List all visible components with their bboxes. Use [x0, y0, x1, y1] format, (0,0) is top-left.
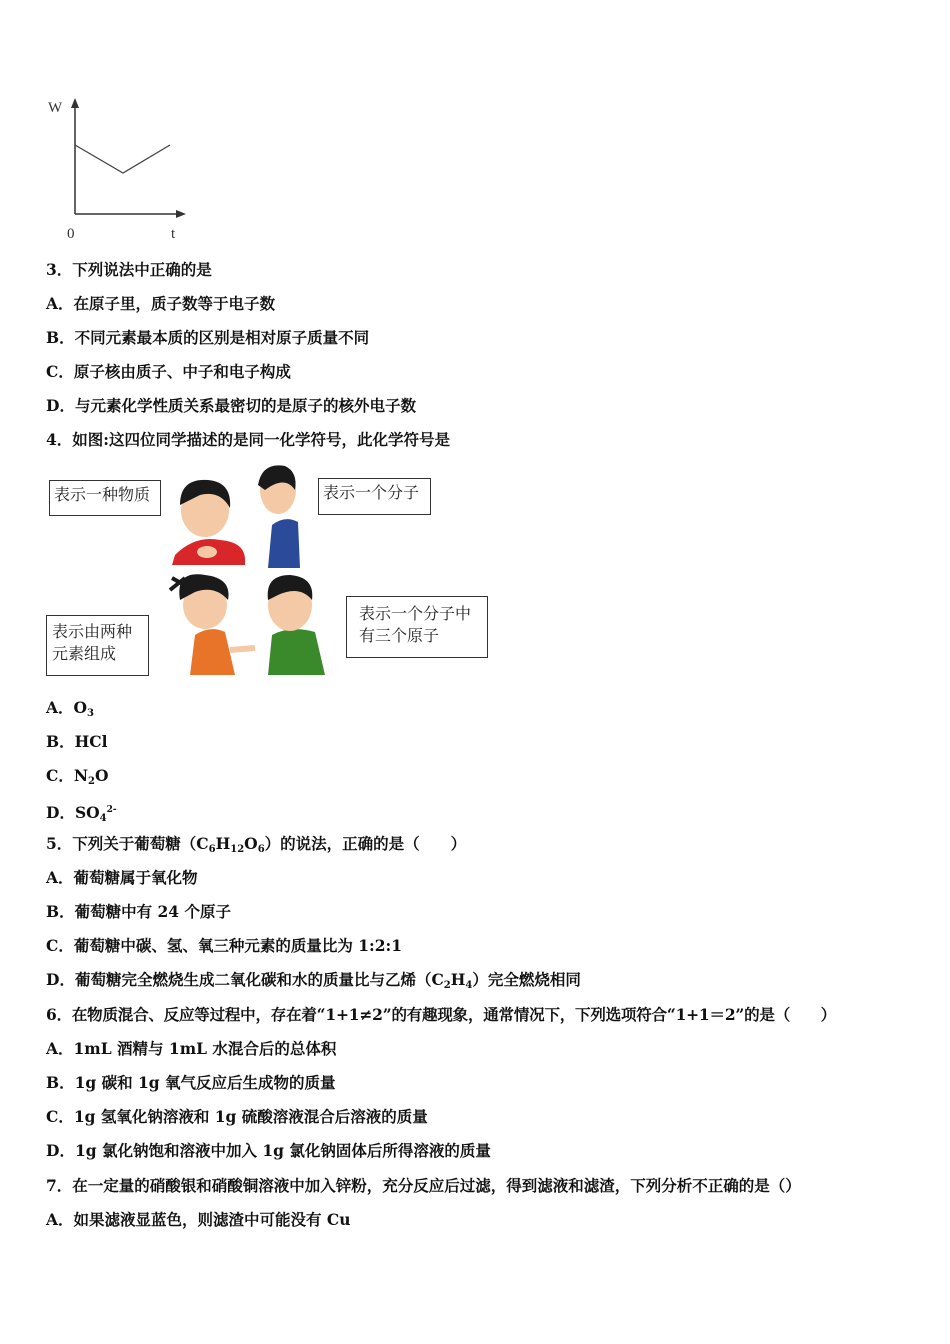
- graph-line: [75, 145, 170, 173]
- q4-stem: 4．如图:这四位同学描述的是同一化学符号，此化学符号是: [46, 430, 451, 449]
- student-blue-shirt: [258, 465, 300, 568]
- q6-option-b: B．1g 碳和 1g 氧气反应后生成物的质量: [46, 1073, 336, 1092]
- student-orange-shirt: [170, 574, 255, 675]
- student-red-shirt: [172, 480, 245, 565]
- y-axis-label: W: [48, 100, 63, 116]
- q6-option-d: D．1g 氯化钠饱和溶液中加入 1g 氯化钠固体后所得溶液的质量: [46, 1141, 491, 1160]
- q4-option-c: C．$N_2O$: [46, 766, 109, 787]
- q6-option-a: A．1mL 酒精与 1mL 水混合后的总体积: [46, 1039, 337, 1058]
- q7-option-a: A．如果滤液显蓝色，则滤渣中可能没有 Cu: [46, 1210, 351, 1229]
- q4-option-d: D．$SO_4^{2-}$: [46, 803, 117, 824]
- q5-option-d: D．葡萄糖完全燃烧生成二氧化碳和水的质量比与乙烯$(C_2H_4)$完全燃烧相同: [46, 970, 581, 991]
- speech-bubble-three-atoms: 表示一个分子中有三个原子: [346, 596, 488, 658]
- q3-option-c: C．原子核由质子、中子和电子构成: [46, 362, 291, 381]
- x-axis-label: t: [171, 226, 176, 242]
- q3-option-b: B．不同元素最本质的区别是相对原子质量不同: [46, 328, 370, 347]
- q5-stem: 5．下列关于葡萄糖$(C_6H_{12}O_6)$的说法，正确的是（ ）: [46, 834, 467, 855]
- q4-option-b: B．HCl: [46, 732, 108, 751]
- student-green-shirt: [268, 575, 325, 675]
- q3-option-a: A．在原子里，质子数等于电子数: [46, 294, 276, 313]
- q4-option-a: A．$O_3$: [46, 698, 95, 719]
- q5-option-a: A．葡萄糖属于氧化物: [46, 868, 198, 887]
- q3-stem: 3．下列说法中正确的是: [46, 260, 212, 279]
- q7-stem: 7．在一定量的硝酸银和硝酸铜溶液中加入锌粉，充分反应后过滤，得到滤液和滤渣，下列分析不正确的是（）: [46, 1176, 801, 1195]
- w-t-graph: [40, 92, 200, 247]
- q5-option-c: C．葡萄糖中碳、氢、氧三种元素的质量比为 1:2:1: [46, 936, 403, 955]
- speech-bubble-two-elements: 表示由两种元素组成: [46, 615, 149, 676]
- speech-bubble-molecule: 表示一个分子: [318, 478, 431, 515]
- origin-label: 0: [67, 226, 75, 242]
- q6-stem: 6．在物质混合、反应等过程中，存在着“1+1≠2”的有趣现象，通常情况下，下列选项符合“1+1＝2”的是（ ）: [46, 1005, 836, 1024]
- q3-option-d: D．与元素化学性质关系最密切的是原子的核外电子数: [46, 396, 416, 415]
- speech-bubble-substance: 表示一种物质: [49, 480, 161, 516]
- q5-option-b: B．葡萄糖中有 24 个原子: [46, 902, 231, 921]
- q6-option-c: C．1g 氢氧化钠溶液和 1g 硫酸溶液混合后溶液的质量: [46, 1107, 428, 1126]
